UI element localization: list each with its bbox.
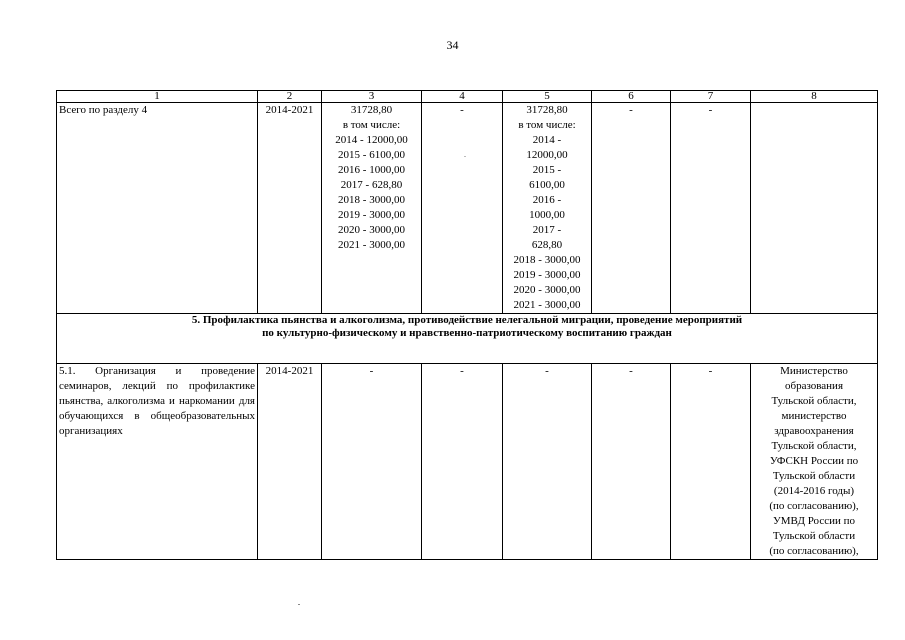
funding-line: 1000,00 xyxy=(529,209,565,221)
item-col5: - xyxy=(503,364,592,560)
section-heading-line: 5. Профилактика пьянства и алкоголизма, противодействие нелегальной миграции, проведение мероприятий xyxy=(191,314,743,326)
total-label: Всего по разделу 4 xyxy=(57,103,258,314)
column-number-header xyxy=(57,91,878,103)
responsible-line: образования xyxy=(784,380,844,392)
funding-line: 2019 - 3000,00 xyxy=(513,269,581,281)
column-header: 4 xyxy=(422,91,503,103)
page-number: 34 xyxy=(446,38,459,52)
responsible-line: Тульской области, xyxy=(771,440,857,452)
responsible-line: УМВД России по xyxy=(772,515,856,527)
funding-line: 2018 - 3000,00 xyxy=(513,254,581,266)
column-header: 3 xyxy=(322,91,422,103)
column-header: 7 xyxy=(671,91,751,103)
responsible-line: УФСКН России по xyxy=(769,455,859,467)
funding-line: 12000,00 xyxy=(526,149,568,161)
funding-line: 2021 - 3000,00 xyxy=(338,239,405,251)
responsible-line: (по согласованию), xyxy=(769,545,859,557)
item-col4: - xyxy=(422,364,503,560)
funding-line: 2018 - 3000,00 xyxy=(338,194,405,206)
section-heading-row xyxy=(57,314,878,364)
funding-line: 6100,00 xyxy=(529,179,565,191)
responsible-line: здравоохранения xyxy=(774,425,854,437)
total-period: 2014-2021 xyxy=(258,103,322,314)
item-row xyxy=(57,364,878,560)
total-col4: - xyxy=(422,103,503,314)
funding-line: 31728,80 xyxy=(526,104,568,116)
responsible-line: Министерство xyxy=(780,365,848,377)
section-heading xyxy=(57,314,878,364)
column-header: 2 xyxy=(258,91,322,103)
responsible-line: Тульской области xyxy=(772,470,856,482)
total-col8 xyxy=(751,103,878,314)
funding-line: 2014 - xyxy=(532,134,562,146)
scan-speck xyxy=(298,604,300,605)
responsible-line: Тульской области xyxy=(772,530,856,542)
column-header: 8 xyxy=(751,91,878,103)
scan-speck xyxy=(464,156,466,157)
item-col6: - xyxy=(592,364,671,560)
funding-line: в том числе: xyxy=(518,119,576,131)
total-row xyxy=(57,103,878,314)
funding-line: 2020 - 3000,00 xyxy=(338,224,405,236)
responsible-line: Тульской области, xyxy=(771,395,857,407)
item-responsible xyxy=(751,364,878,560)
funding-line: 2021 - 3000,00 xyxy=(513,299,581,311)
funding-line: 2019 - 3000,00 xyxy=(338,209,405,221)
funding-line: 2016 - xyxy=(532,194,562,206)
funding-line: в том числе: xyxy=(342,119,401,131)
item-col3: - xyxy=(322,364,422,560)
column-header: 6 xyxy=(592,91,671,103)
funding-line: 2020 - 3000,00 xyxy=(513,284,581,296)
total-col5-funding xyxy=(503,103,592,314)
funding-line: 2015 - xyxy=(532,164,562,176)
funding-line: 2017 - xyxy=(532,224,562,236)
total-col6: - xyxy=(592,103,671,314)
column-header: 1 xyxy=(57,91,258,103)
funding-line: 628,80 xyxy=(531,239,563,251)
section-heading-line: по культурно-физическому и нравственно-патриотическому воспитанию граждан xyxy=(262,327,672,339)
column-header: 5 xyxy=(503,91,592,103)
funding-line: 2017 - 628,80 xyxy=(340,179,403,191)
item-col7: - xyxy=(671,364,751,560)
funding-line: 2015 - 6100,00 xyxy=(338,149,405,161)
total-col7: - xyxy=(671,103,751,314)
responsible-line: (по согласованию), xyxy=(769,500,859,512)
funding-line: 31728,80 xyxy=(350,104,393,116)
item-title: 5.1. Организация и проведение семинаров, лекций по профилактике пьянства, алкоголизма и наркомании для обучающихся в общеобразовательных организациях xyxy=(57,364,258,560)
funding-line: 2014 - 12000,00 xyxy=(335,134,408,146)
item-period: 2014-2021 xyxy=(258,364,322,560)
total-col3-funding xyxy=(322,103,422,314)
program-table xyxy=(56,90,878,560)
funding-line: 2016 - 1000,00 xyxy=(338,164,405,176)
responsible-line: министерство xyxy=(781,410,847,422)
responsible-line: (2014-2016 годы) xyxy=(773,485,855,497)
